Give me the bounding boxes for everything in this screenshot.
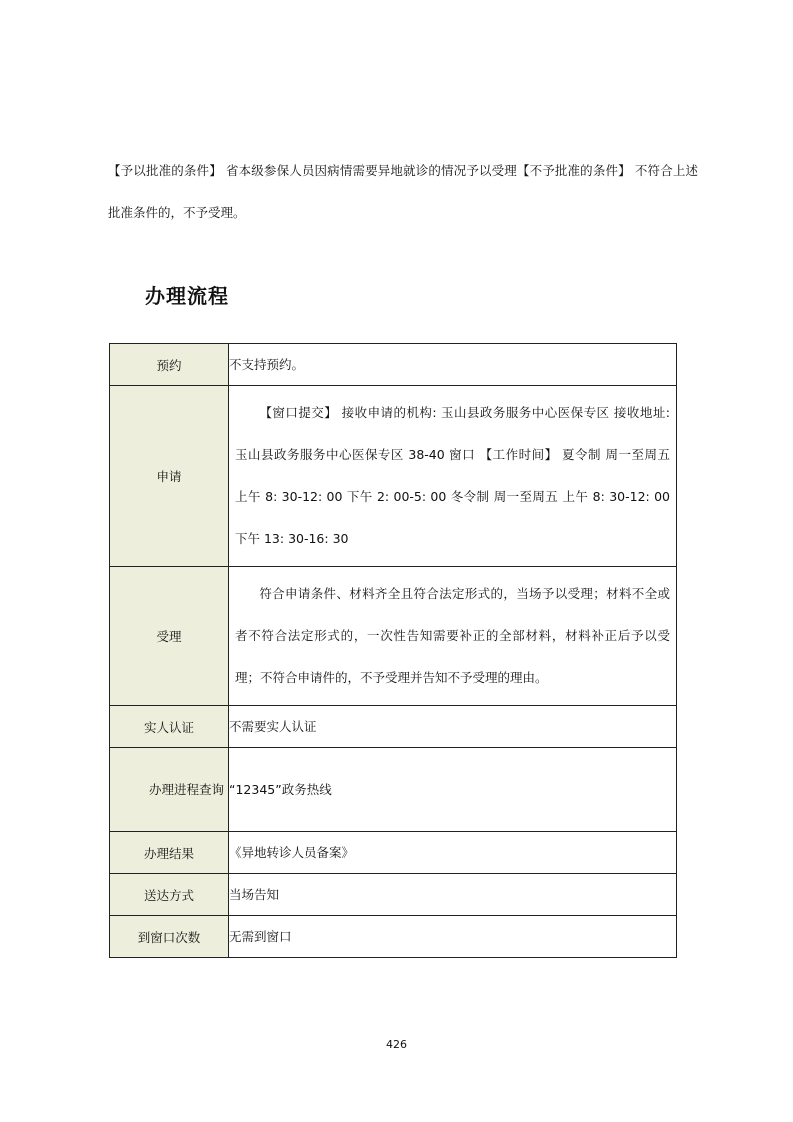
table-row-identity-verification (110, 706, 677, 748)
row-value-cell (229, 386, 677, 567)
row-label: 预约 (110, 344, 229, 386)
row-label: 受理 (110, 567, 229, 706)
row-value: “12345”政务热线 (229, 748, 677, 832)
row-label: 申请 (110, 386, 229, 567)
row-label: 办理进程查询 (110, 748, 229, 832)
process-table (109, 343, 677, 958)
table-row-result (110, 832, 677, 874)
row-label: 到窗口次数 (110, 916, 229, 958)
row-value: 无需到窗口 (229, 916, 677, 958)
table-row-acceptance (110, 567, 677, 706)
table-row-appointment (110, 344, 677, 386)
row-value-cell (229, 567, 677, 706)
row-value: 不需要实人认证 (229, 706, 677, 748)
row-label: 办理结果 (110, 832, 229, 874)
row-value: 【窗口提交】 接收申请的机构: 玉山县政务服务中心医保专区 接收地址: 玉山县政务服务中心医保专区 38-40 窗口 【工作时间】 夏令制 周一至周五 上午 8: 30-12: 00 下午 2: 00-5: 00 冬令制 周一至周五 上午 8: 30-12: 00 下午 13: 30-16: 30 (235, 405, 670, 546)
table-row-progress-query (110, 748, 677, 832)
row-label: 实人认证 (110, 706, 229, 748)
table-row-delivery (110, 874, 677, 916)
row-value: 不支持预约。 (229, 344, 677, 386)
row-label: 送达方式 (110, 874, 229, 916)
intro-paragraph: 【予以批准的条件】 省本级参保人员因病情需要异地就诊的情况予以受理【不予批准的条件】 不符合上述批准条件的，不予受理。 (108, 163, 698, 220)
row-value: 符合申请条件、材料齐全且符合法定形式的，当场予以受理；材料不全或者不符合法定形式的，一次性告知需要补正的全部材料，材料补正后予以受理；不符合申请件的，不予受理并告知不予受理的理由。 (235, 586, 670, 685)
row-value: 《异地转诊人员备案》 (229, 832, 677, 874)
section-title: 办理流程 (145, 284, 229, 308)
table-row-window-visits (110, 916, 677, 958)
row-value: 当场告知 (229, 874, 677, 916)
page-number: 426 (386, 1038, 407, 1051)
table-row-application (110, 386, 677, 567)
